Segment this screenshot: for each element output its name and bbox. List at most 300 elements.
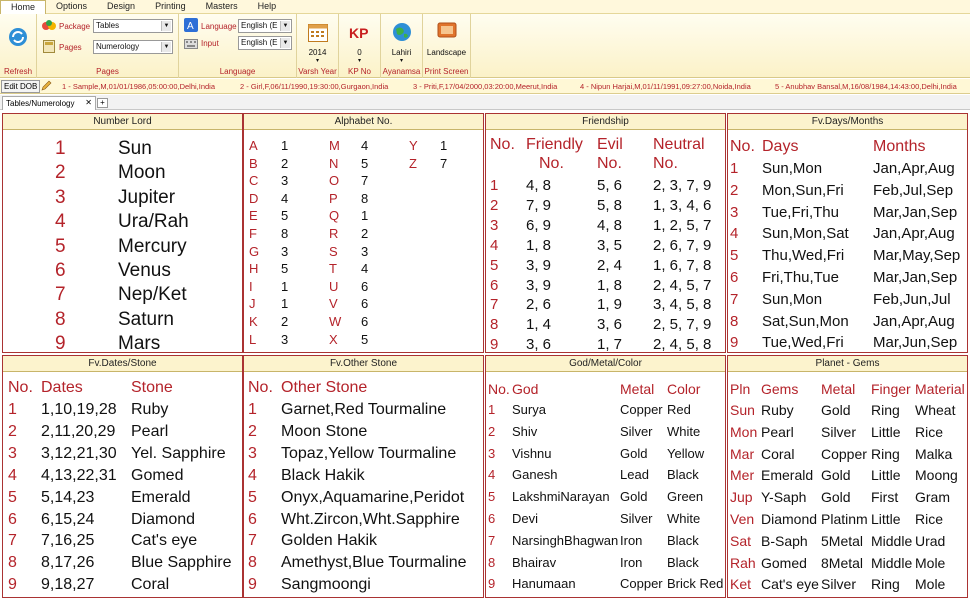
god-no: 7 xyxy=(488,532,496,548)
record-item-2[interactable]: 2 - Girl,F,06/11/1990,19:30:00,Gurgaon,India xyxy=(240,82,389,91)
god-color: Brick Red xyxy=(667,576,724,592)
friendship-no: 2 xyxy=(490,196,499,214)
friendship-no: 3 xyxy=(490,216,499,234)
days-no: 2 xyxy=(730,181,739,199)
friendship-friendly: 3, 9 xyxy=(526,256,552,274)
package-icon xyxy=(42,20,56,32)
god-metal: Iron xyxy=(620,554,643,570)
god-header-god: God xyxy=(512,381,539,397)
dates-stone: Pearl xyxy=(131,422,169,440)
friendship-friendly: 7, 9 xyxy=(526,196,552,214)
menu-help[interactable]: Help xyxy=(257,1,277,11)
gems-cell: B-Saph xyxy=(761,532,808,549)
dates-dates: 6,15,24 xyxy=(41,510,95,528)
friendship-friendly: 3, 9 xyxy=(526,276,552,294)
edit-dob-button[interactable]: Edit DOB xyxy=(1,80,40,93)
print-group[interactable] xyxy=(423,14,471,78)
gems-cell: Y-Saph xyxy=(761,489,807,506)
alphabet-letter: E xyxy=(249,208,258,224)
input-select[interactable] xyxy=(238,36,292,50)
gems-cell: Moong xyxy=(915,467,958,484)
varsh-value: 2014 xyxy=(308,48,327,57)
friendship-friendly: 6, 9 xyxy=(526,216,552,234)
friendship-friendly: 3, 6 xyxy=(526,336,552,353)
alphabet-letter: T xyxy=(329,261,337,277)
alphabet-number: 5 xyxy=(281,208,289,224)
alphabet-number: 7 xyxy=(440,155,448,171)
language-select-value: English (E xyxy=(241,21,278,30)
dates-header-no: No. xyxy=(8,379,33,396)
days-no: 9 xyxy=(730,334,739,352)
gems-cell: Ket xyxy=(730,576,752,593)
friendship-friendly: 2, 6 xyxy=(526,296,552,314)
gems-cell: Middle xyxy=(871,532,913,549)
ayanamsa-value: Lahiri xyxy=(391,48,412,57)
days-days: Tue,Wed,Fri xyxy=(762,334,844,352)
dates-stone: Yel. Sapphire xyxy=(131,444,226,462)
lord-number: 4 xyxy=(55,211,66,233)
panel-title: Fv.Other Stone xyxy=(244,356,483,372)
friendship-evil: 1, 7 xyxy=(597,336,623,353)
days-days: Fri,Thu,Tue xyxy=(762,269,839,286)
package-label: Package xyxy=(59,22,91,31)
alphabet-letter: O xyxy=(329,173,340,189)
print-value: Landscape xyxy=(426,48,467,57)
package-select-value: Tables xyxy=(96,21,120,30)
days-no: 4 xyxy=(730,225,739,243)
menu-bar xyxy=(0,0,970,14)
days-months: Mar,Jun,Sep xyxy=(873,334,958,352)
lord-number: 8 xyxy=(55,308,66,330)
dates-no: 9 xyxy=(8,576,17,594)
alphabet-letter: D xyxy=(249,190,259,206)
alphabet-number: 2 xyxy=(281,314,289,329)
ayanamsa-group[interactable] xyxy=(381,14,423,78)
friendship-no: 5 xyxy=(490,256,499,274)
alphabet-letter: W xyxy=(329,314,342,329)
pages-select[interactable] xyxy=(93,40,173,54)
god-name: LakshmiNarayan xyxy=(512,489,610,505)
friendship-neutral: 2, 5, 7, 9 xyxy=(653,316,712,334)
other-stone: Sangmoongi xyxy=(281,576,371,594)
chevron-down-icon: ▾ xyxy=(399,58,403,64)
dates-dates: 7,16,25 xyxy=(41,532,95,550)
days-months: Feb,Jul,Sep xyxy=(873,181,954,199)
gems-header: Metal xyxy=(821,381,856,397)
gems-header: Material xyxy=(915,381,965,397)
god-no: 2 xyxy=(488,423,496,439)
alphabet-letter: Y xyxy=(409,138,418,153)
lord-name: Mars xyxy=(118,333,161,353)
god-color: Black xyxy=(667,554,699,570)
god-no: 6 xyxy=(488,511,496,526)
pencil-icon[interactable] xyxy=(40,80,52,92)
menu-printing[interactable]: Printing xyxy=(155,1,186,11)
alphabet-number: 8 xyxy=(361,190,369,206)
panel-title: Fv.Dates/Stone xyxy=(3,356,242,372)
other-no: 7 xyxy=(248,532,257,550)
friendship-header-friendly: Friendly xyxy=(526,136,583,153)
friendship-friendly: 4, 8 xyxy=(526,177,552,194)
language-select[interactable] xyxy=(238,19,292,33)
alphabet-number: 2 xyxy=(281,155,289,171)
days-days: Sun,Mon xyxy=(762,160,823,177)
kp-value: 0 xyxy=(357,48,362,57)
fv-other-stone-panel xyxy=(243,355,484,598)
records-bar xyxy=(0,79,970,94)
days-months: Mar,Jan,Sep xyxy=(873,203,958,221)
ribbon xyxy=(0,14,970,78)
other-no: 9 xyxy=(248,576,257,594)
panel-title: God/Metal/Color xyxy=(486,356,725,372)
god-color: Black xyxy=(667,467,699,483)
alphabet-letter: J xyxy=(249,296,256,312)
lord-number: 9 xyxy=(55,333,66,353)
friendship-header-no: No. xyxy=(490,136,515,153)
alphabet-panel xyxy=(243,113,484,353)
refresh-icon xyxy=(7,26,29,48)
gems-cell: Platinm xyxy=(821,511,868,527)
days-no: 7 xyxy=(730,290,739,308)
ayanamsa-label: Ayanamsa xyxy=(382,67,421,76)
svg-text:A: A xyxy=(187,21,194,32)
lord-name: Nep/Ket xyxy=(118,284,187,306)
chevron-down-icon: ▼ xyxy=(280,38,290,48)
days-no: 3 xyxy=(730,203,739,221)
globe-icon xyxy=(392,22,412,42)
other-stone: Black Hakik xyxy=(281,466,365,484)
other-stone: Golden Hakik xyxy=(281,532,378,550)
friendship-neutral: 2, 4, 5, 8 xyxy=(653,336,712,353)
dates-dates: 5,14,23 xyxy=(41,488,95,506)
days-days: Sun,Mon,Sat xyxy=(762,225,849,243)
kp-icon xyxy=(349,24,371,40)
gems-cell: Ring xyxy=(871,445,900,462)
lord-name: Jupiter xyxy=(118,186,176,208)
panel-title: Planet - Gems xyxy=(728,356,967,372)
god-metal: Silver xyxy=(620,511,653,526)
menu-masters[interactable]: Masters xyxy=(205,1,238,11)
pages-label: Pages xyxy=(59,43,82,52)
gems-cell: Mole xyxy=(915,554,946,571)
days-months: Jan,Apr,Aug xyxy=(873,312,955,330)
planet-gems-panel xyxy=(727,355,968,598)
tab-tables-numerology[interactable] xyxy=(2,96,96,110)
friendship-header-friendly-no: No. xyxy=(539,155,564,172)
pages-icon xyxy=(43,40,55,53)
gems-cell: Little xyxy=(871,423,901,440)
god-name: Shiv xyxy=(512,423,538,439)
record-item-4[interactable]: 4 - Nipun Harjai,M,01/11/1991,09:27:00,Noida,India xyxy=(580,82,751,91)
gems-cell: Ven xyxy=(730,511,755,527)
days-days: Tue,Fri,Thu xyxy=(762,203,839,221)
dates-stone: Cat's eye xyxy=(131,532,198,550)
god-metal: Lead xyxy=(620,467,649,483)
other-no: 4 xyxy=(248,466,257,484)
gems-cell: Rah xyxy=(730,554,756,571)
lord-name: Venus xyxy=(118,260,171,281)
god-color: White xyxy=(667,511,701,526)
dates-dates: 9,18,27 xyxy=(41,576,95,594)
god-no: 9 xyxy=(488,576,496,592)
alphabet-number: 3 xyxy=(281,243,289,259)
dates-stone: Coral xyxy=(131,576,170,594)
gems-cell: Sat xyxy=(730,532,752,549)
friendship-evil: 4, 8 xyxy=(597,216,623,234)
fv-days-months-panel xyxy=(727,113,968,353)
friendship-friendly: 1, 8 xyxy=(526,236,552,254)
gems-cell: Mar xyxy=(730,445,755,462)
lord-number: 3 xyxy=(55,186,66,208)
lord-name: Mercury xyxy=(118,235,187,257)
god-metal: Copper xyxy=(620,576,663,592)
gems-cell: Wheat xyxy=(915,402,956,418)
dates-no: 3 xyxy=(8,444,17,462)
friendship-evil: 2, 4 xyxy=(597,256,623,274)
lord-name: Saturn xyxy=(118,308,174,330)
menu-options[interactable]: Options xyxy=(56,1,88,11)
alphabet-number: 1 xyxy=(281,278,289,294)
gems-cell: Silver xyxy=(821,576,857,593)
alphabet-number: 6 xyxy=(361,296,369,312)
god-metal: Copper xyxy=(620,402,663,417)
dates-dates: 8,17,26 xyxy=(41,554,95,572)
gems-cell: Ruby xyxy=(761,402,794,418)
alphabet-number: 5 xyxy=(361,155,369,171)
other-stone: Topaz,Yellow Tourmaline xyxy=(281,444,457,462)
gems-cell: Ring xyxy=(871,576,900,593)
lord-name: Moon xyxy=(118,162,166,184)
pages-select-value: Numerology xyxy=(96,42,140,51)
gems-cell: Gold xyxy=(821,489,851,506)
lord-name: Ura/Rah xyxy=(118,211,189,233)
god-no: 8 xyxy=(488,554,496,570)
menu-home[interactable]: Home xyxy=(0,0,46,14)
gems-cell: Little xyxy=(871,467,901,484)
days-header-days: Days xyxy=(762,138,799,155)
gems-cell: Silver xyxy=(821,423,857,440)
god-header-no: No. xyxy=(488,381,510,397)
dates-dates: 2,11,20,29 xyxy=(41,422,116,440)
god-name: Hanumaan xyxy=(512,576,576,592)
chevron-down-icon: ▼ xyxy=(161,21,171,31)
god-name: Vishnu xyxy=(512,445,552,461)
friendship-no: 4 xyxy=(490,236,499,254)
god-metal-color-panel xyxy=(485,355,726,598)
friendship-neutral: 1, 6, 7, 8 xyxy=(653,256,712,274)
lord-name: Sun xyxy=(118,138,152,159)
dates-stone: Emerald xyxy=(131,488,191,506)
alphabet-letter: K xyxy=(249,314,258,329)
gems-cell: Rice xyxy=(915,423,944,440)
god-header-metal: Metal xyxy=(620,381,655,397)
god-header-color: Color xyxy=(667,381,701,397)
document-tab-strip xyxy=(0,95,970,110)
other-stone: Moon Stone xyxy=(281,422,368,440)
alphabet-number: 1 xyxy=(281,296,289,312)
friendship-neutral: 2, 4, 5, 7 xyxy=(653,276,712,294)
close-icon[interactable]: ✕ xyxy=(85,98,92,107)
days-header-no: No. xyxy=(730,138,755,155)
chevron-down-icon: ▾ xyxy=(357,58,361,64)
days-no: 1 xyxy=(730,160,739,177)
friendship-no: 1 xyxy=(490,177,499,194)
god-metal: Gold xyxy=(620,445,648,461)
friendship-no: 8 xyxy=(490,316,499,334)
alphabet-letter: I xyxy=(249,278,253,294)
gems-cell: Mer xyxy=(730,467,755,484)
alphabet-number: 7 xyxy=(361,173,369,189)
alphabet-letter: V xyxy=(329,296,338,312)
alphabet-letter: C xyxy=(249,173,259,189)
dates-no: 8 xyxy=(8,554,17,572)
friendship-evil: 1, 9 xyxy=(597,296,623,314)
days-months: Feb,Jun,Jul xyxy=(873,290,951,308)
panel-title: Alphabet No. xyxy=(244,114,483,130)
gems-cell: Gold xyxy=(821,402,851,418)
gems-header: Gems xyxy=(761,381,799,397)
gems-cell: Gram xyxy=(915,489,950,506)
alphabet-number: 8 xyxy=(281,226,289,241)
alphabet-letter: F xyxy=(249,226,257,241)
alphabet-number: 4 xyxy=(361,261,369,277)
gems-cell: Gold xyxy=(821,467,851,484)
god-name: Bhairav xyxy=(512,554,557,570)
panel-title: Friendship xyxy=(486,114,725,130)
record-item-1[interactable]: 1 - Sample,M,01/01/1986,05:00:00,Delhi,India xyxy=(62,82,216,91)
gems-cell: Mole xyxy=(915,576,946,593)
other-header-no: No. xyxy=(248,379,273,396)
input-select-value: English (E xyxy=(241,38,278,47)
gems-cell: Copper xyxy=(821,445,867,462)
calendar-icon xyxy=(308,22,328,42)
pages-group-label: Pages xyxy=(96,67,119,76)
alphabet-number: 1 xyxy=(361,208,369,224)
alphabet-letter: U xyxy=(329,278,339,294)
alphabet-letter: M xyxy=(329,138,340,153)
god-no: 5 xyxy=(488,489,496,505)
god-name: NarsinghBhagwan xyxy=(512,532,619,548)
alphabet-letter: H xyxy=(249,261,259,277)
dates-no: 6 xyxy=(8,510,17,528)
varsh-group[interactable] xyxy=(297,14,339,78)
keyboard-icon xyxy=(184,39,198,49)
god-color: Red xyxy=(667,402,691,417)
alphabet-number: 6 xyxy=(361,278,369,294)
alphabet-letter: B xyxy=(249,155,258,171)
gems-cell: Emerald xyxy=(761,467,814,484)
dates-no: 4 xyxy=(8,466,17,484)
friendship-panel xyxy=(485,113,726,353)
language-group-label: Language xyxy=(219,67,256,76)
add-tab-button[interactable]: + xyxy=(97,98,108,108)
alphabet-number: 1 xyxy=(281,138,289,153)
package-select[interactable] xyxy=(93,19,173,33)
friendship-friendly: 1, 4 xyxy=(526,316,552,334)
input-label: Input xyxy=(201,39,219,48)
kp-group[interactable] xyxy=(339,14,381,78)
friendship-no: 9 xyxy=(490,336,499,353)
alphabet-number: 4 xyxy=(361,138,369,153)
lord-number: 2 xyxy=(55,162,66,184)
record-item-3[interactable]: 3 - Priti,F,17/04/2000,03:20:00,Meerut,India xyxy=(413,82,558,91)
chevron-down-icon: ▾ xyxy=(315,58,319,64)
other-no: 3 xyxy=(248,444,257,462)
days-days: Sun,Mon xyxy=(762,290,823,308)
dates-stone: Diamond xyxy=(131,510,196,528)
days-no: 8 xyxy=(730,312,739,330)
gems-header: Finger xyxy=(871,381,911,397)
alphabet-letter: Q xyxy=(329,208,340,224)
gems-cell: Pearl xyxy=(761,423,794,440)
other-no: 8 xyxy=(248,554,257,572)
friendship-no: 7 xyxy=(490,296,499,314)
alphabet-number: 3 xyxy=(281,331,289,347)
pages-group xyxy=(37,14,179,78)
alphabet-number: 4 xyxy=(281,190,289,206)
gems-cell: Cat's eye xyxy=(761,576,819,593)
days-no: 6 xyxy=(730,269,739,286)
friendship-no: 6 xyxy=(490,276,499,294)
print-label: Print Screen xyxy=(424,67,469,76)
chevron-down-icon: ▼ xyxy=(161,42,171,52)
gems-cell: Coral xyxy=(761,445,795,462)
alphabet-letter: P xyxy=(329,190,338,206)
gems-cell: Sun xyxy=(730,402,755,418)
days-days: Sat,Sun,Mon xyxy=(762,312,849,330)
alphabet-number: 5 xyxy=(361,331,369,347)
alphabet-number: 2 xyxy=(361,226,369,241)
dates-no: 1 xyxy=(8,401,17,418)
other-no: 5 xyxy=(248,488,257,506)
other-stone: Garnet,Red Tourmaline xyxy=(281,401,447,418)
god-no: 4 xyxy=(488,467,496,483)
tab-label: Tables/Numerology xyxy=(6,99,75,108)
god-name: Ganesh xyxy=(512,467,558,483)
god-color: White xyxy=(667,423,701,439)
refresh-button[interactable] xyxy=(4,26,33,76)
gems-header: Pln xyxy=(730,381,751,397)
friendship-neutral: 1, 2, 5, 7 xyxy=(653,216,712,234)
god-metal: Gold xyxy=(620,489,648,505)
dates-header-stone: Stone xyxy=(131,379,173,396)
god-name: Surya xyxy=(512,402,546,417)
alphabet-letter: N xyxy=(329,155,339,171)
record-item-5[interactable]: 5 - Anubhav Bansal,M,16/08/1984,14:43:00,Delhi,India xyxy=(775,82,957,91)
dates-dates: 1,10,19,28 xyxy=(41,401,117,418)
days-days: Thu,Wed,Fri xyxy=(762,247,845,265)
alphabet-number: 3 xyxy=(281,173,289,189)
gems-cell: Gomed xyxy=(761,554,807,571)
alphabet-letter: R xyxy=(329,226,339,241)
alphabet-number: 6 xyxy=(361,314,369,329)
language-label: Language xyxy=(201,22,237,31)
dates-stone: Ruby xyxy=(131,401,169,418)
svg-text:KP: KP xyxy=(349,25,369,40)
god-metal: Silver xyxy=(620,423,653,439)
menu-design[interactable]: Design xyxy=(107,1,136,11)
dates-stone: Blue Sapphire xyxy=(131,554,232,572)
god-name: Devi xyxy=(512,511,539,526)
alphabet-letter: Z xyxy=(409,155,417,171)
gems-cell: First xyxy=(871,489,899,506)
gems-cell: Malka xyxy=(915,445,953,462)
gems-cell: Ring xyxy=(871,402,900,418)
days-months: Mar,Jan,Sep xyxy=(873,269,958,286)
friendship-neutral: 2, 3, 7, 9 xyxy=(653,177,712,194)
friendship-header-evil-no: No. xyxy=(597,155,622,172)
gems-cell: 5Metal xyxy=(821,532,864,549)
